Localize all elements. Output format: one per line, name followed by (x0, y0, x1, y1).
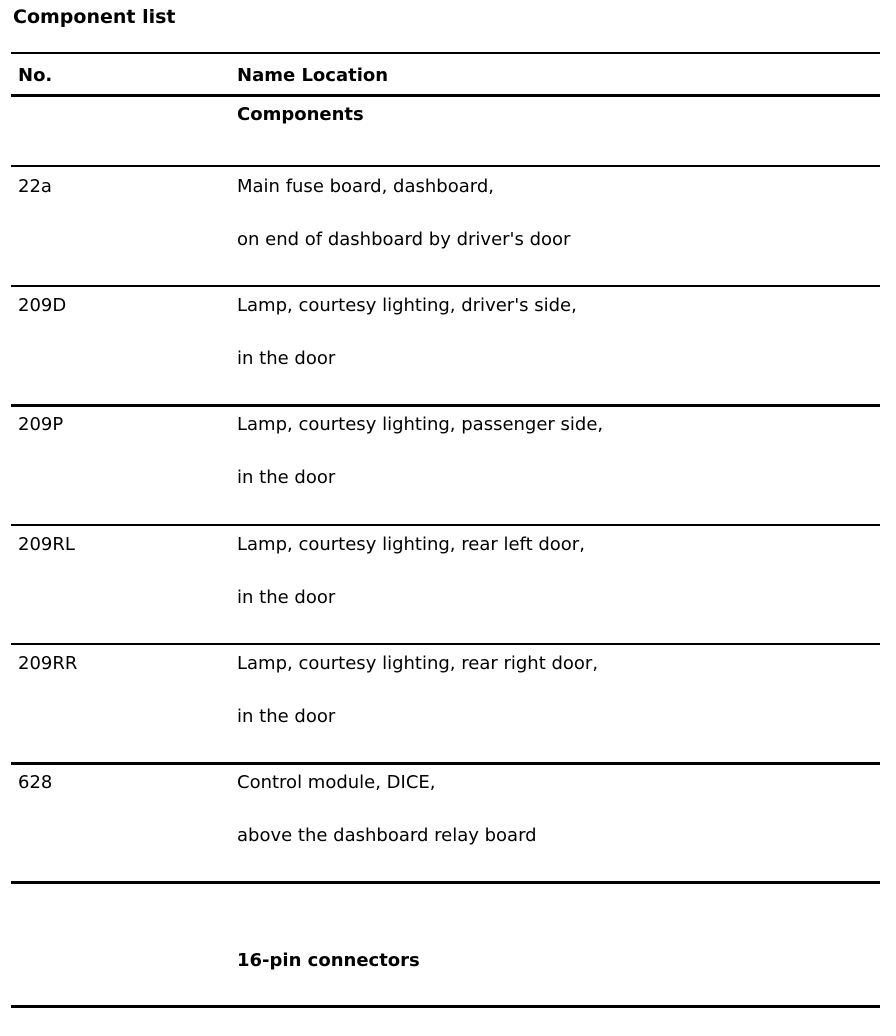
page-title: Component list (13, 6, 176, 28)
row-number: 628 (18, 772, 53, 793)
row-name: Control module, DICE, (237, 772, 436, 793)
row-number: 22a (18, 176, 52, 197)
row-divider (11, 404, 880, 407)
row-divider (11, 643, 880, 645)
row-divider (11, 524, 880, 526)
row-number: 209RL (18, 534, 75, 555)
row-number: 209RR (18, 653, 78, 674)
row-location: in the door (237, 348, 336, 369)
header-bottom-rule (11, 94, 880, 97)
row-location: above the dashboard relay board (237, 825, 537, 846)
row-divider (11, 165, 880, 167)
row-location: in the door (237, 587, 336, 608)
section-heading-components: Components (237, 104, 364, 125)
row-divider (11, 762, 880, 765)
row-number: 209P (18, 414, 64, 435)
row-divider (11, 285, 880, 287)
row-name: Lamp, courtesy lighting, passenger side, (237, 414, 604, 435)
row-name: Main fuse board, dashboard, (237, 176, 494, 197)
section-heading-connectors: 16-pin connectors (237, 950, 420, 971)
section-end-rule (11, 881, 880, 884)
row-number: 209D (18, 295, 67, 316)
row-name: Lamp, courtesy lighting, driver's side, (237, 295, 577, 316)
header-name-location: Name Location (237, 65, 389, 86)
table-top-rule (11, 52, 880, 54)
row-name: Lamp, courtesy lighting, rear left door, (237, 534, 585, 555)
row-location: in the door (237, 706, 336, 727)
row-location: on end of dashboard by driver's door (237, 229, 571, 250)
row-name: Lamp, courtesy lighting, rear right door, (237, 653, 599, 674)
header-no: No. (18, 65, 53, 86)
table-bottom-rule (11, 1005, 880, 1008)
row-location: in the door (237, 467, 336, 488)
